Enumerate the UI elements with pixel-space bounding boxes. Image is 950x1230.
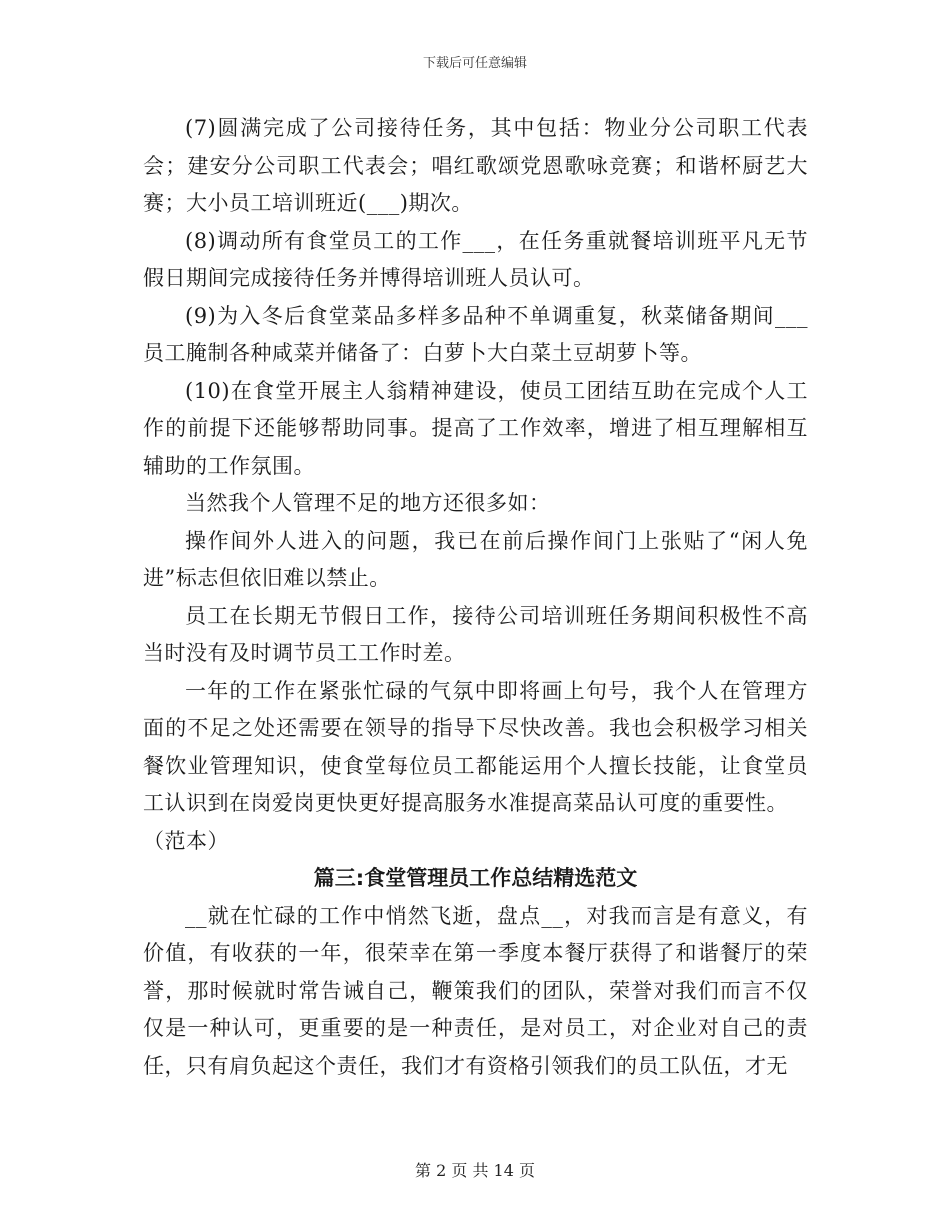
document-body [143,110,808,1085]
paragraph-shortcomings-intro: 当然我个人管理不足的地方还很多如： [185,491,551,515]
paragraph-item-8: (8)调动所有食堂员工的工作___，在任务重就餐培训班平凡无节假日期间完成接待任务并博得培训班人员认可。 [143,228,808,290]
paragraph-item-10: (10)在食堂开展主人翁精神建设，使员工团结互助在完成个人工作的前提下还能够帮助同事。提高了工作效率，增进了相互理解相互辅助的工作氛围。 [143,378,808,478]
page-header: 下载后可任意编辑 [422,56,527,71]
paragraph-section3-body: __就在忙碌的工作中悄然飞逝，盘点__，对我而言是有意义，有价值，有收获的一年，很荣幸在第一季度本餐厅获得了和谐餐厅的荣誉，那时候就时常告诫自己，鞭策我们的团队，荣誉对我们而言不仅仅是一种认可，更重要的是一种责任，是对员工，对企业对自己的责任，只有肩负起这个责任，我们才有资格引领我们的员工队伍，才无 [143,903,808,1078]
paragraph-item-7: (7)圆满完成了公司接待任务，其中包括：物业分公司职工代表会；建安分公司职工代表会；唱红歌颂党恩歌咏竞赛；和谐杯厨艺大赛；大小员工培训班近(___)期次。 [143,116,808,215]
page-footer: 第 2 页 共 14 页 [415,1161,535,1180]
paragraph-item-9: (9)为入冬后食堂菜品多样多品种不单调重复，秋菜储备期间___员工腌制各种咸菜并储备了：白萝卜大白菜土豆胡萝卜等。 [143,303,808,365]
paragraph-shortcoming-1: 操作间外人进入的问题，我已在前后操作间门上张贴了“闲人免进”标志但依旧难以禁止。 [143,528,808,590]
paragraph-shortcoming-2: 员工在长期无节假日工作，接待公司培训班任务期间积极性不高当时没有及时调节员工工作时差。 [143,603,808,665]
fanben-note: （范本） [143,828,229,853]
paragraph-conclusion: 一年的工作在紧张忙碌的气氛中即将画上句号，我个人在管理方面的不足之处还需要在领导的指导下尽快改善。我也会积极学习相关餐饮业管理知识，使食堂每位员工都能运用个人擅长技能，让食堂员工认识到在岗爱岗更快更好提高服务水准提高菜品认可度的重要性。 [143,678,808,815]
section-title: 篇三:食堂管理员工作总结精选范文 [313,866,638,890]
